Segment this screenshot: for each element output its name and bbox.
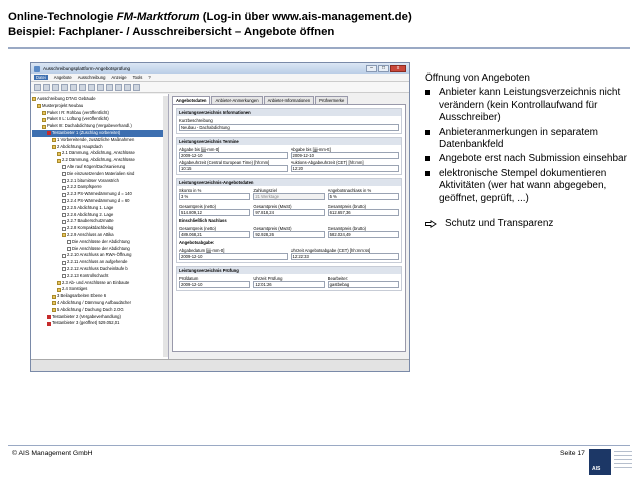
field-value[interactable]: 12:01:26 — [253, 281, 324, 288]
form-field — [291, 248, 400, 260]
footer-page-number: Seite 17 — [560, 450, 585, 457]
tool-icon[interactable] — [70, 84, 77, 91]
tool-icon[interactable] — [79, 84, 86, 91]
field-label: Gesamtpreis (netto) — [179, 204, 217, 209]
tree-item-label: 2.2 Dämmung, Abdichtung, Anschlüsse — [62, 157, 135, 163]
document-icon — [62, 179, 66, 183]
side-bullet-item — [425, 87, 633, 124]
form-field — [253, 188, 324, 200]
document-icon — [62, 220, 66, 224]
slide-title-line2: Beispiel: Fachplaner- / Ausschreibersicht – Angebote öffnen — [8, 26, 335, 38]
tree-item[interactable] — [32, 252, 167, 259]
detail-tabs — [172, 96, 406, 104]
tree-item-label: 2.2.1 bitumiöser Voranstrich — [67, 177, 119, 183]
form-field — [291, 160, 400, 172]
tree-item-label: Testanbieter 1 (Zuschlag vorbereitet) — [52, 129, 121, 135]
form-field — [179, 147, 288, 159]
tree-item-label: 2.1 Dämmung, Abdichtung, Anschlüsse — [62, 150, 135, 156]
group-angebot — [176, 178, 402, 263]
logo-decoration — [614, 451, 632, 471]
tree-item[interactable] — [32, 191, 167, 198]
tree-item-label: 2.2.3 PS-Wärmedämmung d = 140 — [67, 191, 132, 197]
tree-item-label: 2.2.13 Kontrollschacht — [67, 272, 109, 278]
tree-item[interactable] — [32, 239, 167, 246]
side-notes — [425, 73, 633, 230]
tree-item-label: 2.2.9 Anschluss an Attika — [67, 231, 114, 237]
window-titlebar — [31, 63, 409, 74]
tool-icon[interactable] — [61, 84, 68, 91]
tool-icon[interactable] — [34, 84, 41, 91]
form-field — [179, 188, 250, 200]
tree-item[interactable] — [32, 157, 167, 164]
tree-item-label: Die Anschlüsse der Abdichtung — [72, 238, 130, 244]
form-field — [328, 204, 399, 216]
document-icon — [62, 274, 66, 278]
tree-scrollbar[interactable] — [163, 96, 168, 357]
field-value[interactable]: 97.818,24 — [253, 209, 324, 216]
field-label: Abgabe bis [jjjj-mm-tt] — [179, 147, 220, 152]
subsection-label: Angebotsabgabe: — [179, 240, 215, 245]
close-button[interactable]: x — [390, 65, 406, 72]
tree-item[interactable] — [32, 246, 167, 253]
tree-item[interactable] — [32, 300, 167, 307]
field-value[interactable]: 21 Werktage — [253, 193, 324, 200]
document-icon — [67, 247, 71, 251]
side-bullet-item — [425, 127, 633, 152]
field-label: Uhrzeit Angebotsabgabe (CET) [hh:mm:ss] — [290, 248, 371, 253]
company-logo — [589, 449, 611, 475]
group-info — [176, 108, 402, 134]
tab[interactable]: Anbieter-Informationen — [264, 96, 315, 104]
side-bullet-text: Angebote erst nach Submission einsehbar — [439, 153, 627, 165]
tree-item[interactable] — [32, 225, 167, 232]
document-icon — [62, 206, 66, 210]
field-value[interactable]: gastbebag — [328, 281, 399, 288]
conclusion-text: Schutz und Transparenz — [445, 218, 554, 230]
bidder-icon — [47, 322, 51, 326]
conclusion — [425, 218, 633, 230]
tree-item[interactable] — [32, 232, 167, 239]
tree-item-label: 2.2.6 Abdichtung 2. Lage — [67, 211, 114, 217]
field-label: Gesamtpreis (MwSt) — [253, 204, 292, 209]
field-label: Abgabe bis [jjjj-mm-tt] — [290, 147, 331, 152]
window-title: Ausschreibungsplattform-Angebotsprüfung — [43, 66, 131, 71]
document-icon — [62, 254, 66, 258]
field-label: Gesamtpreis (brutto) — [327, 204, 367, 209]
field-label: Gesamtpreis (MwSt) — [253, 226, 292, 231]
folder-icon — [57, 152, 61, 156]
tree-item-label: 2.2.4 PS-Wärmedämmung d = 60 — [67, 197, 130, 203]
tool-icon[interactable] — [43, 84, 50, 91]
tree-item[interactable] — [32, 110, 167, 117]
field-value[interactable]: 2009-12-10 — [291, 152, 400, 159]
square-bullet-icon — [425, 156, 430, 161]
tree-item[interactable] — [32, 212, 167, 219]
title-part-a: Online-Technologie — [8, 11, 117, 23]
form-field — [328, 276, 399, 288]
field-value[interactable]: 92.928,26 — [253, 231, 324, 238]
folder-icon — [52, 301, 56, 305]
side-bullet-item — [425, 153, 633, 165]
tree-item[interactable] — [32, 144, 167, 151]
tree-item-label: Musterprojekt Neubau — [42, 102, 84, 108]
tool-icon[interactable] — [106, 84, 113, 91]
tree-item[interactable] — [32, 286, 167, 293]
side-bullet-item — [425, 168, 633, 205]
field-value[interactable]: 5 % — [328, 193, 399, 200]
title-divider — [8, 47, 630, 49]
maximize-button[interactable]: □ — [378, 65, 389, 72]
slide-title — [8, 10, 568, 40]
tree-item[interactable] — [32, 123, 167, 130]
group-header: Leistungsverzeichnis Termine — [177, 138, 401, 145]
tree-item[interactable] — [32, 266, 167, 273]
form-field — [253, 204, 324, 216]
group-header: Leistungsverzeichnis-Angebotsdaten — [177, 179, 401, 186]
tree-item[interactable] — [32, 171, 167, 178]
tab-content — [172, 104, 406, 352]
field-value[interactable]: 582.024,49 — [328, 231, 399, 238]
field-label: Abgabeuhrzeit (Central European Time) [hh:mm] — [179, 160, 270, 165]
field-value[interactable]: 489.068,21 — [179, 231, 250, 238]
tree-item-label: 2.2.8 Kompaktdachbelag — [67, 225, 114, 231]
tree-item[interactable] — [32, 103, 167, 110]
arrow-right-icon — [425, 220, 437, 228]
folder-icon — [42, 118, 46, 122]
logo-text: AIS — [592, 466, 601, 472]
form-field — [328, 188, 399, 200]
field-label: Abgabedatum [jjjj-mm-tt] — [179, 248, 225, 253]
project-tree — [31, 94, 169, 359]
menu-item[interactable]: ? — [148, 75, 151, 80]
field-value[interactable]: 12:20 — [291, 165, 400, 172]
tree-item-label: Alte rauf Kögen/Dachsanierung — [67, 163, 126, 169]
slide-title-line1 — [8, 10, 568, 25]
tree-item-label: Die Anschlüsse der Abdichtung — [72, 245, 130, 251]
group-header: Leistungsverzeichnis Informationen — [177, 109, 401, 116]
folder-icon — [32, 97, 36, 101]
document-icon — [62, 172, 66, 176]
tree-item-label: 2.2.7 Bauberschutzmatte — [67, 218, 114, 224]
form-field — [179, 226, 250, 238]
side-heading: Öffnung von Angeboten — [425, 73, 530, 84]
document-icon — [62, 261, 66, 265]
document-icon — [62, 267, 66, 271]
document-icon — [62, 227, 66, 231]
tree-item-label: 4 Abdichtung / Dämmung Aufbaudächer — [57, 299, 132, 305]
document-icon — [62, 199, 66, 203]
document-icon — [62, 186, 66, 190]
field-value[interactable]: 514.809,12 — [179, 209, 250, 216]
folder-icon — [42, 111, 46, 115]
field-label: Zahlungsziel — [253, 188, 277, 193]
detail-panel — [169, 94, 409, 359]
tree-item-label: 2.2.5 Abdichtung 1. Lage — [67, 204, 114, 210]
menu-item[interactable]: Ausschreibung — [77, 75, 106, 80]
field-value[interactable]: 3 % — [179, 193, 250, 200]
footer-divider — [8, 445, 630, 446]
bidder-icon — [47, 131, 51, 135]
menu-item[interactable]: Tools — [132, 75, 143, 80]
tool-icon[interactable] — [124, 84, 131, 91]
tree-item[interactable] — [32, 280, 167, 287]
folder-icon — [57, 159, 61, 163]
tree-item-label: Testanbieter 2 (Vergabeverhandlung) — [52, 313, 121, 319]
tree-item[interactable] — [32, 96, 167, 103]
bidder-icon — [47, 315, 51, 319]
tree-item-label: 3 Beilagsarbeiten Ebene 6 — [57, 293, 107, 299]
field-value[interactable]: 12:22:33 — [291, 253, 400, 260]
folder-icon — [57, 281, 61, 285]
form-field — [253, 226, 324, 238]
tool-icon[interactable] — [52, 84, 59, 91]
field-label: Uhrzeit Prüfung — [253, 276, 283, 281]
folder-icon — [52, 295, 56, 299]
document-icon — [62, 165, 66, 169]
toolbar — [31, 82, 409, 93]
square-bullet-icon — [425, 171, 430, 176]
tree-item[interactable] — [32, 273, 167, 280]
tree-item[interactable] — [32, 130, 167, 137]
menu-item[interactable]: Angebote — [53, 75, 72, 80]
tool-icon[interactable] — [97, 84, 104, 91]
tree-item[interactable] — [32, 116, 167, 123]
group-termine — [176, 137, 402, 175]
tool-icon[interactable] — [133, 84, 140, 91]
field-value[interactable]: 2009-12-10 — [179, 152, 288, 159]
form-field — [179, 276, 250, 288]
side-bullet-text: Anbieteranmerkungen in separatem Datenbankfeld — [439, 126, 598, 151]
document-icon — [62, 213, 66, 217]
menu-bar — [31, 74, 409, 82]
side-bullet-list — [425, 87, 633, 205]
side-bullet-text: Anbieter kann Leistungsverzeichnis nicht verändern (kein Kontrollaufwand für Ausschreiber) — [439, 87, 621, 124]
menu-item[interactable]: Datei — [36, 75, 46, 80]
window-controls — [366, 65, 406, 72]
title-part-b: FM-Marktforum — [116, 11, 200, 23]
menu-item[interactable]: Anzeige — [111, 75, 127, 80]
tree-item[interactable] — [32, 150, 167, 157]
field-value[interactable]: 612.657,36 — [328, 209, 399, 216]
field-value[interactable]: 10:15 — [179, 165, 288, 172]
field-label: Skonto in % — [179, 188, 202, 193]
tab[interactable]: Anbieter-Anmerkungen — [211, 96, 262, 104]
tree-item[interactable] — [32, 259, 167, 266]
tree-item[interactable] — [32, 184, 167, 191]
folder-icon — [37, 104, 41, 108]
group-header: Leistungsverzeichnis Prüfung — [177, 267, 401, 274]
folder-icon — [52, 138, 56, 142]
tree-item[interactable] — [32, 307, 167, 314]
status-bar — [31, 359, 409, 371]
folder-icon — [52, 145, 56, 149]
footer-copyright: © AIS Management GmbH — [12, 450, 93, 457]
tree-item-label: 2.2.11 Anschluss an aufgehende — [67, 259, 128, 265]
document-icon — [62, 193, 66, 197]
short-description-field[interactable]: Neubau - Dachabdichtung — [179, 124, 399, 131]
tool-icon[interactable] — [88, 84, 95, 91]
minimize-button[interactable]: – — [366, 65, 377, 72]
folder-icon — [57, 288, 61, 292]
tree-item-label: 5 Abdichtung / Dachung Dach 2.OG — [57, 306, 124, 312]
tree-item-label: 2.4 Sonstiges — [62, 286, 88, 292]
field-label: Gesamtpreis (netto) — [179, 226, 217, 231]
field-value[interactable]: 2009-12-10 — [179, 253, 288, 260]
tree-item-label: Paket III: Dachabdichtung (Vergabeverhandl.) — [47, 123, 132, 129]
tree-item[interactable] — [32, 137, 167, 144]
tree-item[interactable] — [32, 205, 167, 212]
document-icon — [67, 240, 71, 244]
tree-item-label: Paket II L: Lüftung (veröffentlicht) — [47, 116, 109, 122]
form-field — [291, 147, 400, 159]
folder-icon — [62, 233, 66, 237]
side-bullet-text: elektronische Stempel dokumentieren Aktivitäten (wer hat wann abgegeben, geöffnet, geprüft, ...) — [439, 167, 607, 204]
tree-item-label: 2.2.2 Dampfsperre — [67, 184, 102, 190]
field-value[interactable]: 2009-12-10 — [179, 281, 250, 288]
form-field — [253, 276, 324, 288]
app-icon — [34, 66, 40, 72]
tree-item-label: Die einzusetzenden Materialien sind — [67, 170, 135, 176]
tree-item-label: 2 Abdichtung Hauptdach — [57, 143, 103, 149]
field-label: Prüfdatum — [179, 276, 199, 281]
field-label: Auktions-Abgabeuhrzeit (CET) [hh:mm] — [290, 160, 364, 165]
tree-item[interactable] — [32, 198, 167, 205]
tree-item-label: Ausschreibung DTAG Gebäude — [37, 96, 96, 101]
tree-item[interactable] — [32, 320, 167, 327]
main-panes — [31, 94, 409, 359]
folder-icon — [42, 125, 46, 129]
tree-item-label: 2.3 Ab- und Anschlüsse an Einbaute — [62, 279, 130, 285]
field-label: Bearbeiter: — [327, 276, 349, 281]
tab[interactable]: Angebotsdaten — [172, 96, 210, 104]
title-part-c: (Log-in über www.ais-management.de) — [199, 11, 412, 23]
form-field — [179, 248, 288, 260]
tree-item-label: Testanbieter 3 (geöffnet) 529.052,01 — [52, 320, 120, 326]
group-pruefung — [176, 266, 402, 291]
tree-item-label: 2.2.12 Anschluss Dacheinläufe b — [67, 265, 128, 271]
tree-item[interactable] — [32, 314, 167, 321]
tab[interactable]: Prüfvermerke — [315, 96, 348, 104]
square-bullet-icon — [425, 90, 430, 95]
tree-item[interactable] — [32, 293, 167, 300]
field-label: Gesamtpreis (brutto) — [327, 226, 367, 231]
field-label: Angebotsnachlass in % — [327, 188, 372, 193]
square-bullet-icon — [425, 130, 430, 135]
tool-icon[interactable] — [115, 84, 122, 91]
tree-item[interactable] — [32, 164, 167, 171]
tree-item-label: Paket I R: Rohbau (veröffentlicht) — [47, 109, 109, 115]
tree-item[interactable] — [32, 218, 167, 225]
app-window — [30, 62, 410, 372]
tree-item-label: 2.2.10 Anschluss an RWA-Öffnung — [67, 252, 132, 258]
subsection-label: Einschließlich Nachlass — [179, 218, 227, 223]
folder-icon — [52, 308, 56, 312]
form-field — [179, 160, 288, 172]
field-label: Kurzbeschreibung — [179, 118, 213, 123]
tree-item[interactable] — [32, 178, 167, 185]
tree-item-label: 1 Vorbereitende, zusätzliche Maßnahmen — [57, 136, 135, 142]
form-field — [328, 226, 399, 238]
form-field — [179, 204, 250, 216]
